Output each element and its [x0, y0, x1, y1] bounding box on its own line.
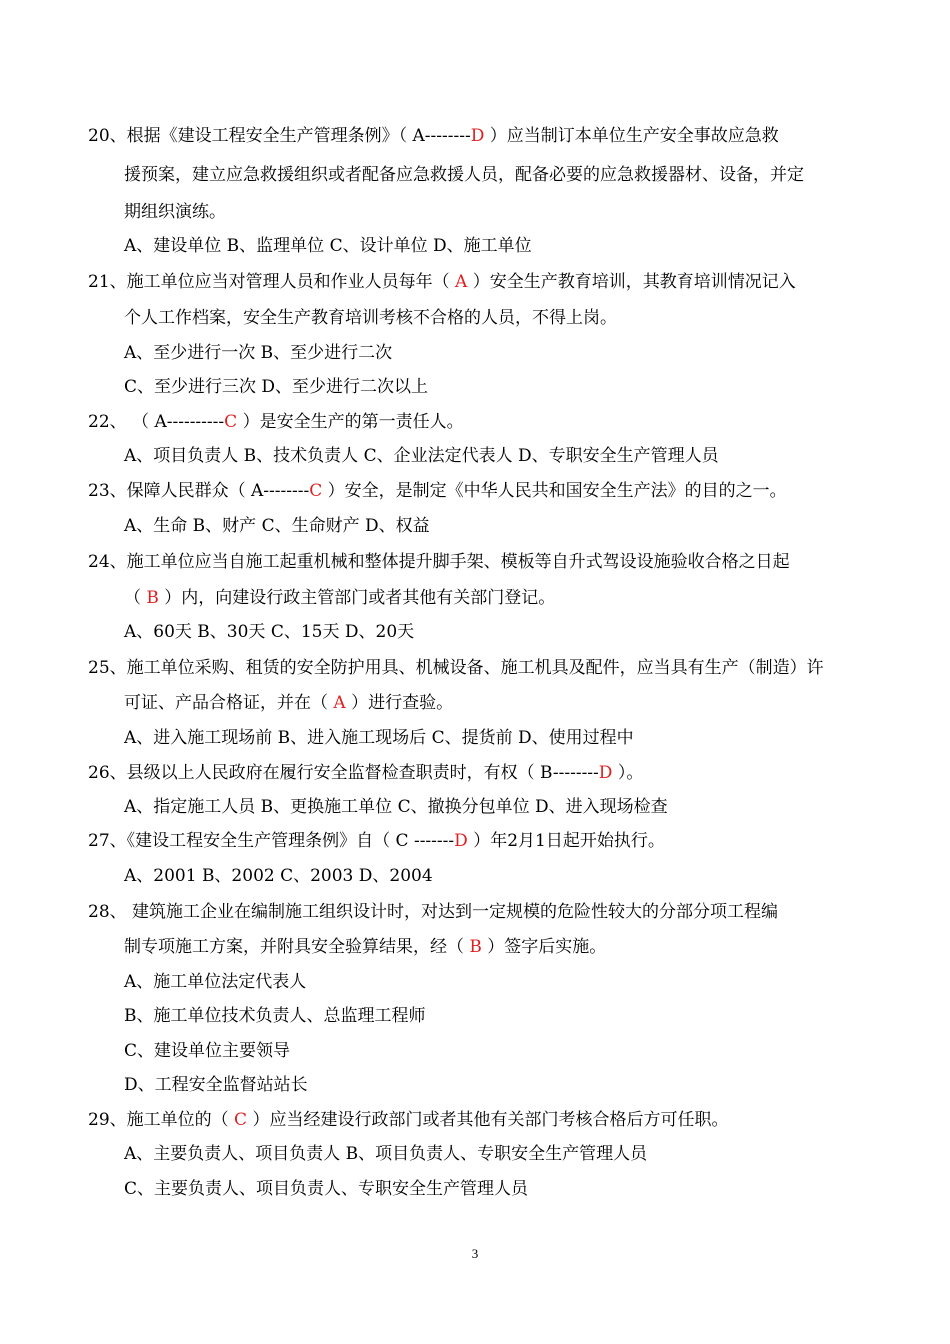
line-text: 制专项施工方案，并附具安全验算结果，经（ — [124, 937, 470, 957]
line-text: A、项目负责人 B、技术负责人 C、企业法定代表人 D、专职安全生产管理人员 — [124, 446, 719, 466]
line-text: 28、 建筑施工企业在编制施工组织设计时，对达到一定规模的危险性较大的分部分项工程编 — [88, 902, 779, 922]
line-text: 22、 （ A---------- — [88, 412, 225, 432]
answer-mark: D — [454, 831, 468, 851]
line-text: B、施工单位技术负责人、总监理工程师 — [124, 1006, 426, 1026]
text-line — [124, 691, 453, 715]
line-text: A、主要负责人、项目负责人 B、项目负责人、专职安全生产管理人员 — [124, 1144, 648, 1164]
answer-mark: C — [224, 412, 238, 432]
line-text: D、工程安全监督站站长 — [124, 1075, 308, 1095]
answer-mark: B — [469, 937, 482, 957]
line-text: 个人工作档案，安全生产教育培训考核不合格的人员，不得上岗。 — [124, 308, 617, 328]
line-text: （ — [124, 588, 147, 608]
question-line — [88, 124, 779, 148]
question-line — [88, 410, 464, 434]
answer-mark: A — [455, 272, 468, 292]
line-text: 可证、产品合格证，并在（ — [124, 693, 334, 713]
line-text: ）内，向建设行政主管部门或者其他有关部门登记。 — [158, 588, 556, 608]
line-text: ）签字后实施。 — [481, 937, 607, 957]
text-line — [124, 795, 668, 819]
question-line — [88, 479, 787, 503]
line-text: C、建设单位主要领导 — [124, 1041, 291, 1061]
text-line — [124, 163, 804, 187]
text-line — [124, 1073, 308, 1097]
line-text: A、进入施工现场前 B、进入施工现场后 C、提货前 D、使用过程中 — [124, 728, 634, 748]
answer-mark: C — [234, 1110, 248, 1130]
text-line — [124, 341, 392, 365]
text-line — [124, 1177, 528, 1201]
question-line — [88, 270, 796, 294]
line-text: 24、施工单位应当自施工起重机械和整体提升脚手架、模板等自升式驾设设施验收合格之日起 — [88, 552, 790, 572]
line-text: C、至少进行三次 D、至少进行二次以上 — [124, 377, 429, 397]
line-text: A、施工单位法定代表人 — [124, 972, 307, 992]
text-line — [124, 970, 306, 994]
text-line — [124, 375, 428, 399]
line-text: 29、施工单位的（ — [88, 1110, 235, 1130]
line-text: C、主要负责人、项目负责人、专职安全生产管理人员 — [124, 1179, 529, 1199]
text-line — [124, 306, 617, 330]
line-text: ）年2月1日起开始执行。 — [467, 831, 665, 851]
text-line — [124, 1039, 290, 1063]
question-line — [88, 900, 778, 924]
text-line — [124, 726, 634, 750]
text-line — [124, 935, 606, 959]
line-text: A、至少进行一次 B、至少进行二次 — [124, 343, 393, 363]
text-line — [124, 514, 430, 538]
line-text: A、2001 B、2002 C、2003 D、2004 — [124, 866, 433, 886]
answer-mark: A — [333, 693, 346, 713]
answer-mark: D — [598, 763, 613, 783]
question-line — [88, 656, 824, 680]
line-text: 27、《建设工程安全生产管理条例》自（ C ------- — [88, 831, 455, 851]
text-line — [124, 1142, 647, 1166]
question-line — [88, 761, 643, 785]
line-text: ）安全生产教育培训，其教育培训情况记入 — [467, 272, 796, 292]
text-line — [124, 444, 719, 468]
line-text: 25、施工单位采购、租赁的安全防护用具、机械设备、施工机具及配件，应当具有生产（制造）许 — [88, 658, 824, 678]
line-text: A、生命 B、财产 C、生命财产 D、权益 — [124, 516, 430, 536]
answer-mark: C — [309, 481, 323, 501]
line-text: 20、根据《建设工程安全生产管理条例》（ A-------- — [88, 126, 471, 146]
text-line — [124, 200, 226, 224]
answer-mark: D — [470, 126, 485, 146]
line-text: ）。 — [612, 763, 644, 783]
line-text: ）进行查验。 — [345, 693, 454, 713]
line-text: 23、保障人民群众（ A-------- — [88, 481, 310, 501]
answer-mark: B — [146, 588, 159, 608]
line-text: A、建设单位 B、监理单位 C、设计单位 D、施工单位 — [124, 236, 532, 256]
line-text: ）安全，是制定《中华人民共和国安全生产法》的目的之一。 — [322, 481, 787, 501]
question-line — [88, 1108, 728, 1132]
question-line — [88, 829, 665, 853]
text-line — [124, 586, 555, 610]
text-line — [124, 1004, 426, 1028]
line-text: 26、县级以上人民政府在履行安全监督检查职责时，有权（ B-------- — [88, 763, 599, 783]
line-text: ）应当制订本单位生产安全事故应急救 — [484, 126, 779, 146]
text-line — [124, 234, 532, 258]
line-text: ）是安全生产的第一责任人。 — [237, 412, 464, 432]
page-number: 3 — [471, 1246, 479, 1261]
text-line — [124, 864, 433, 888]
line-text: ）应当经建设行政部门或者其他有关部门考核合格后方可任职。 — [247, 1110, 729, 1130]
line-text: 21、施工单位应当对管理人员和作业人员每年（ — [88, 272, 456, 292]
line-text: 援预案，建立应急救援组织或者配备应急救援人员，配备必要的应急救援器材、设备，并定 — [124, 165, 804, 185]
line-text: 期组织演练。 — [124, 202, 226, 222]
question-line — [88, 550, 790, 574]
line-text: A、指定施工人员 B、更换施工单位 C、撤换分包单位 D、进入现场检查 — [124, 797, 668, 817]
line-text: A、60天 B、30天 C、15天 D、20天 — [124, 622, 415, 642]
text-line — [124, 620, 414, 644]
